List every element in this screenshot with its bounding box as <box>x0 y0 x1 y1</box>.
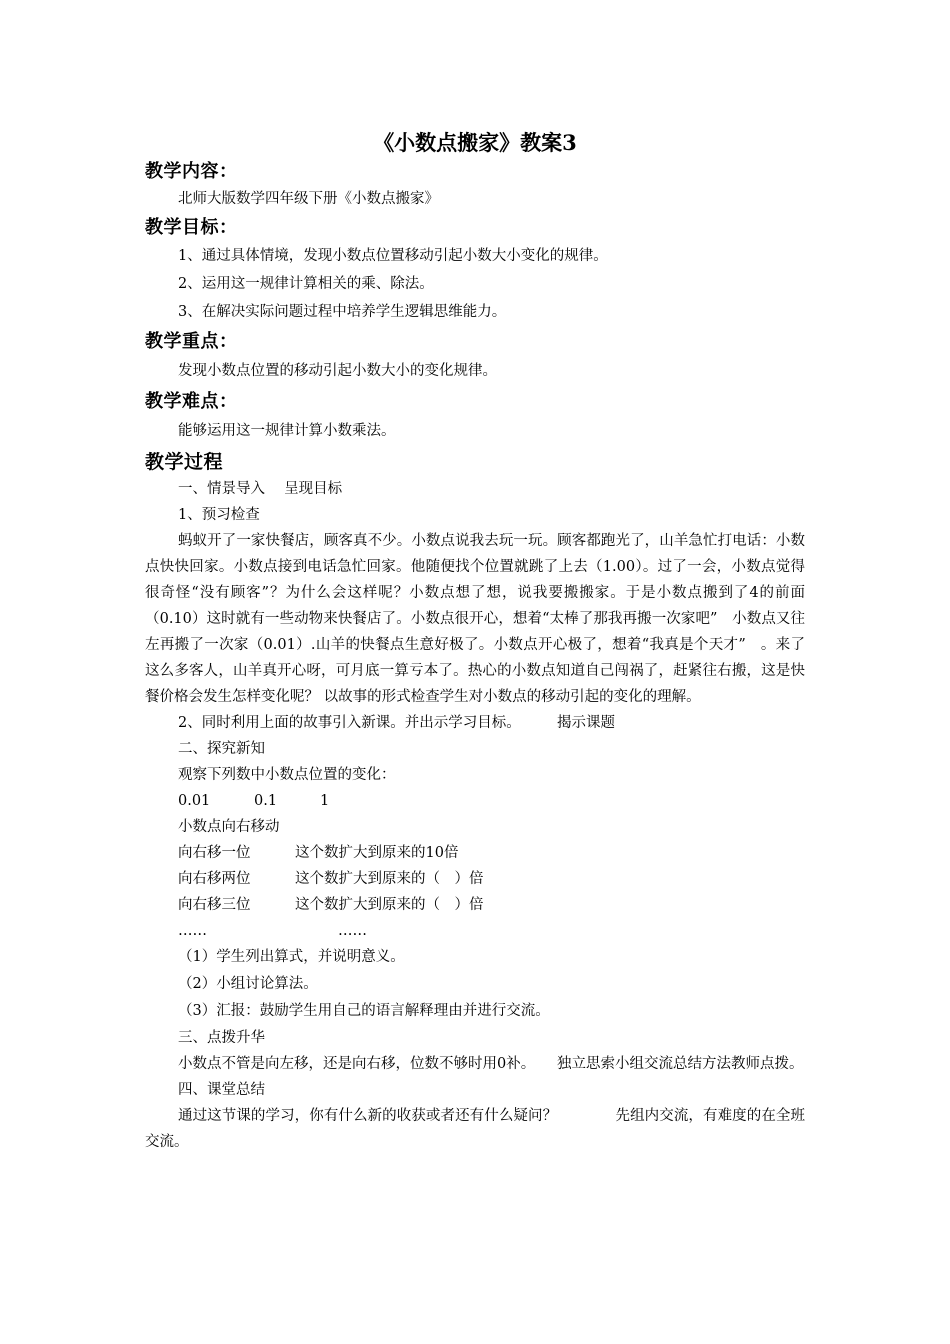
move-left: 向右移三位 <box>178 897 251 913</box>
document-title: 《小数点搬家》教案3 <box>373 130 577 155</box>
goal-item: 3、在解决实际问题过程中培养学生逻辑思维能力。 <box>178 304 507 320</box>
ellipsis-row <box>145 918 805 944</box>
key-heading: 教学重点： <box>145 331 238 352</box>
step2-text: 2、同时利用上面的故事引入新课。并出示学习目标。 揭示课题 <box>178 715 615 731</box>
goal-item: 2、运用这一规律计算相关的乘、除法。 <box>178 276 434 292</box>
move-right: 这个数扩大到原来的（ ）倍 <box>295 871 484 887</box>
process-heading: 教学过程 <box>145 451 224 473</box>
move-right-label: 小数点向右移动 <box>178 819 280 835</box>
move-row <box>145 892 805 918</box>
move-row <box>145 840 805 866</box>
part4-text: 通过这节课的学习，你有什么新的收获或者还有什么疑问？ 先组内交流，有难度的在全班交流。 <box>145 1108 805 1150</box>
goals-heading: 教学目标： <box>145 217 238 238</box>
number-value: 1 <box>320 793 330 809</box>
move-left: 向右移一位 <box>178 845 251 861</box>
activity-item: （2）小组讨论算法。 <box>178 976 318 992</box>
move-left: 向右移两位 <box>178 871 251 887</box>
part1-title: 一、情景导入 呈现目标 <box>178 481 343 497</box>
move-row <box>145 866 805 892</box>
part2-title: 二、探究新知 <box>178 741 265 757</box>
difficulty-text: 能够运用这一规律计算小数乘法。 <box>178 423 396 439</box>
observe-text: 观察下列数中小数点位置的变化： <box>178 767 396 783</box>
content-heading: 教学内容： <box>145 161 238 182</box>
goal-item: 1、通过具体情境，发现小数点位置移动引起小数大小变化的规律。 <box>178 248 608 264</box>
part3-text: 小数点不管是向左移，还是向右移，位数不够时用0补。 独立思索小组交流总结方法教师点拨。 <box>178 1056 804 1072</box>
activity-item: （3）汇报：鼓励学生用自己的语言解释理由并进行交流。 <box>178 1003 550 1019</box>
ellipsis: …… <box>178 923 207 939</box>
number-value: 0.01 <box>178 793 211 809</box>
story-paragraph: 蚂蚁开了一家快餐店，顾客真不少。小数点说我去玩一玩。顾客都跑光了，山羊急忙打电话：小数点快快回家。小数点接到电话急忙回家。他随便找个位置就跳了上去（1.00）。过了一会，小数点觉得很奇怪“没有顾客”？为什么会这样呢？小数点想了想，说我要搬搬家。于是小数点搬到了4的前面（0.10）这时就有一些动物来快餐店了。小数点很开心，想着“太棒了那我再搬一次家吧” 小数点又往左再搬了一次家（0.01）.山羊的快餐点生意好极了。小数点开心极了，想着“我真是个天才” 。来了这么多客人，山羊真开心呀，可月底一算亏本了。热心的小数点知道自己闯祸了，赶紧往右搬，这是快餐价格会发生怎样变化呢？ 以故事的形式检查学生对小数点的移动引起的变化的理解。 <box>145 533 805 705</box>
difficulty-heading: 教学难点： <box>145 391 238 412</box>
activity-item: （1）学生列出算式，并说明意义。 <box>178 949 405 965</box>
move-right: 这个数扩大到原来的（ ）倍 <box>295 897 484 913</box>
content-text: 北师大版数学四年级下册《小数点搬家》 <box>178 191 439 207</box>
part4-title: 四、课堂总结 <box>178 1082 265 1098</box>
key-text: 发现小数点位置的移动引起小数大小的变化规律。 <box>178 363 497 379</box>
ellipsis: …… <box>338 923 367 939</box>
document-page <box>145 128 805 1155</box>
move-right: 这个数扩大到原来的10倍 <box>295 845 459 861</box>
number-row <box>145 788 805 814</box>
step1-text: 1、预习检查 <box>178 507 260 523</box>
part3-title: 三、点拨升华 <box>178 1030 265 1046</box>
number-value: 0.1 <box>254 793 278 809</box>
